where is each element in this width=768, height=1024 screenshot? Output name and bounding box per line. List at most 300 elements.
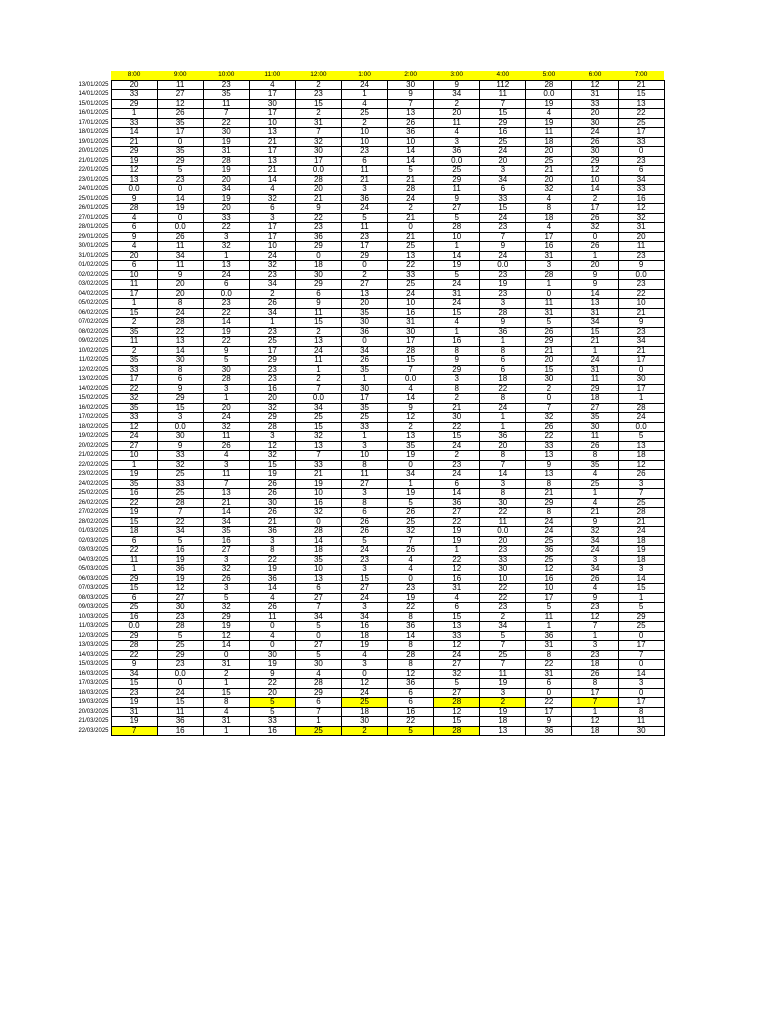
table-cell[interactable]: 27 xyxy=(157,90,203,100)
table-cell[interactable]: 15 xyxy=(526,365,572,375)
table-cell[interactable]: 22 xyxy=(157,517,203,527)
table-cell[interactable]: 28 xyxy=(526,270,572,280)
table-cell[interactable]: 22 xyxy=(434,422,480,432)
table-cell[interactable]: 8 xyxy=(434,384,480,394)
table-cell[interactable]: 35 xyxy=(203,527,249,537)
table-cell[interactable]: 13 xyxy=(157,337,203,347)
table-cell[interactable]: 11 xyxy=(295,356,341,366)
table-cell[interactable]: 23 xyxy=(341,555,387,565)
table-cell[interactable]: 19 xyxy=(434,261,480,271)
table-cell[interactable]: 19 xyxy=(526,99,572,109)
table-cell[interactable]: 0 xyxy=(388,223,434,233)
table-cell[interactable]: 28 xyxy=(111,204,157,214)
table-cell[interactable]: 25 xyxy=(341,109,387,119)
table-cell[interactable]: 9 xyxy=(388,403,434,413)
table-cell[interactable]: 1 xyxy=(434,327,480,337)
table-cell[interactable]: 26 xyxy=(249,508,295,518)
table-cell[interactable]: 22 xyxy=(480,593,526,603)
table-cell[interactable]: 23 xyxy=(618,280,664,290)
table-cell[interactable]: 23 xyxy=(203,80,249,90)
table-cell[interactable]: 35 xyxy=(572,460,618,470)
table-cell[interactable]: 34 xyxy=(434,90,480,100)
table-cell[interactable]: 4 xyxy=(249,631,295,641)
table-cell[interactable]: 33 xyxy=(341,422,387,432)
table-cell[interactable]: 29 xyxy=(618,612,664,622)
table-cell[interactable]: 8 xyxy=(157,299,203,309)
table-cell[interactable]: 10 xyxy=(572,175,618,185)
table-cell[interactable]: 19 xyxy=(480,707,526,717)
table-cell[interactable]: 26 xyxy=(341,356,387,366)
table-cell[interactable]: 7 xyxy=(572,698,618,708)
row-date[interactable]: 25/02/2025 xyxy=(50,489,111,499)
table-cell[interactable]: 1 xyxy=(388,479,434,489)
table-cell[interactable]: 13 xyxy=(249,156,295,166)
table-cell[interactable]: 30 xyxy=(434,413,480,423)
table-cell[interactable]: 4 xyxy=(111,242,157,252)
table-cell[interactable]: 0 xyxy=(295,251,341,261)
table-cell[interactable]: 9 xyxy=(526,460,572,470)
table-cell[interactable]: 8 xyxy=(388,660,434,670)
table-cell[interactable]: 7 xyxy=(203,479,249,489)
table-cell[interactable]: 4 xyxy=(526,223,572,233)
table-cell[interactable]: 19 xyxy=(111,508,157,518)
table-cell[interactable]: 23 xyxy=(249,365,295,375)
table-cell[interactable]: 19 xyxy=(480,280,526,290)
table-cell[interactable]: 24 xyxy=(526,517,572,527)
table-cell[interactable]: 28 xyxy=(480,308,526,318)
table-cell[interactable]: 25 xyxy=(249,337,295,347)
table-cell[interactable]: 4 xyxy=(572,498,618,508)
table-cell[interactable]: 30 xyxy=(203,128,249,138)
table-cell[interactable]: 22 xyxy=(526,660,572,670)
table-cell[interactable]: 16 xyxy=(295,498,341,508)
row-date[interactable]: 05/02/2025 xyxy=(50,299,111,309)
table-cell[interactable]: 11 xyxy=(341,223,387,233)
table-cell[interactable]: 3 xyxy=(157,413,203,423)
table-cell[interactable]: 18 xyxy=(295,546,341,556)
table-cell[interactable]: 19 xyxy=(111,470,157,480)
table-cell[interactable]: 0 xyxy=(341,669,387,679)
row-date[interactable]: 01/03/2025 xyxy=(50,527,111,537)
column-header[interactable]: 4:00 xyxy=(480,71,526,80)
row-date[interactable]: 22/03/2025 xyxy=(50,726,111,736)
column-header[interactable]: 9:00 xyxy=(157,71,203,80)
table-cell[interactable]: 4 xyxy=(249,80,295,90)
table-cell[interactable]: 15 xyxy=(111,584,157,594)
table-cell[interactable]: 17 xyxy=(572,204,618,214)
table-cell[interactable]: 19 xyxy=(388,489,434,499)
table-cell[interactable]: 8 xyxy=(249,546,295,556)
table-cell[interactable]: 20 xyxy=(480,536,526,546)
table-cell[interactable]: 2 xyxy=(295,327,341,337)
table-cell[interactable]: 24 xyxy=(434,280,480,290)
table-cell[interactable]: 12 xyxy=(111,422,157,432)
table-cell[interactable]: 33 xyxy=(618,137,664,147)
table-cell[interactable]: 4 xyxy=(341,650,387,660)
row-date[interactable]: 15/02/2025 xyxy=(50,394,111,404)
table-cell[interactable]: 0.0 xyxy=(111,185,157,195)
table-cell[interactable]: 11 xyxy=(480,90,526,100)
table-cell[interactable]: 3 xyxy=(341,489,387,499)
table-cell[interactable]: 13 xyxy=(526,451,572,461)
table-cell[interactable]: 13 xyxy=(203,489,249,499)
table-cell[interactable]: 3 xyxy=(618,479,664,489)
table-cell[interactable]: 32 xyxy=(526,185,572,195)
table-cell[interactable]: 14 xyxy=(157,346,203,356)
table-cell[interactable]: 17 xyxy=(618,384,664,394)
table-cell[interactable]: 30 xyxy=(480,565,526,575)
table-cell[interactable]: 15 xyxy=(157,698,203,708)
row-date[interactable]: 13/01/2025 xyxy=(50,80,111,90)
table-cell[interactable]: 8 xyxy=(341,498,387,508)
table-cell[interactable]: 5 xyxy=(388,498,434,508)
table-cell[interactable]: 24 xyxy=(295,346,341,356)
table-cell[interactable]: 30 xyxy=(157,432,203,442)
table-cell[interactable]: 11 xyxy=(434,118,480,128)
table-cell[interactable]: 21 xyxy=(526,166,572,176)
table-cell[interactable]: 21 xyxy=(618,346,664,356)
row-date[interactable]: 18/01/2025 xyxy=(50,128,111,138)
table-cell[interactable]: 18 xyxy=(111,527,157,537)
table-cell[interactable]: 3 xyxy=(341,441,387,451)
table-cell[interactable]: 9 xyxy=(480,242,526,252)
table-cell[interactable]: 25 xyxy=(157,641,203,651)
table-cell[interactable]: 23 xyxy=(295,90,341,100)
table-cell[interactable]: 2 xyxy=(111,318,157,328)
table-cell[interactable]: 15 xyxy=(480,109,526,119)
table-cell[interactable]: 22 xyxy=(203,223,249,233)
table-cell[interactable]: 25 xyxy=(572,479,618,489)
table-cell[interactable]: 16 xyxy=(388,308,434,318)
table-cell[interactable]: 27 xyxy=(434,204,480,214)
table-cell[interactable]: 28 xyxy=(249,422,295,432)
table-cell[interactable]: 36 xyxy=(434,147,480,157)
table-cell[interactable]: 16 xyxy=(157,546,203,556)
table-cell[interactable]: 6 xyxy=(111,261,157,271)
table-cell[interactable]: 17 xyxy=(618,356,664,366)
table-cell[interactable]: 24 xyxy=(526,527,572,537)
table-cell[interactable]: 31 xyxy=(526,669,572,679)
column-header[interactable]: 2:00 xyxy=(388,71,434,80)
table-cell[interactable]: 35 xyxy=(203,90,249,100)
table-cell[interactable]: 3 xyxy=(434,375,480,385)
table-cell[interactable]: 29 xyxy=(572,156,618,166)
table-cell[interactable]: 32 xyxy=(249,403,295,413)
table-cell[interactable]: 34 xyxy=(157,251,203,261)
table-cell[interactable]: 0.0 xyxy=(480,527,526,537)
table-cell[interactable]: 10 xyxy=(249,118,295,128)
table-cell[interactable]: 17 xyxy=(249,223,295,233)
table-cell[interactable]: 8 xyxy=(480,346,526,356)
table-cell[interactable]: 11 xyxy=(480,517,526,527)
table-cell[interactable]: 11 xyxy=(249,612,295,622)
row-date[interactable]: 23/01/2025 xyxy=(50,175,111,185)
table-cell[interactable]: 23 xyxy=(111,688,157,698)
table-cell[interactable]: 0 xyxy=(295,517,341,527)
table-cell[interactable]: 2 xyxy=(572,194,618,204)
table-cell[interactable]: 32 xyxy=(249,261,295,271)
table-cell[interactable]: 1 xyxy=(480,413,526,423)
row-date[interactable]: 07/02/2025 xyxy=(50,318,111,328)
table-cell[interactable]: 24 xyxy=(249,251,295,261)
table-cell[interactable]: 14 xyxy=(618,669,664,679)
table-cell[interactable]: 22 xyxy=(249,555,295,565)
table-cell[interactable]: 32 xyxy=(249,451,295,461)
table-cell[interactable]: 22 xyxy=(157,327,203,337)
table-cell[interactable]: 30 xyxy=(388,327,434,337)
table-cell[interactable]: 22 xyxy=(111,498,157,508)
table-cell[interactable]: 34 xyxy=(249,308,295,318)
table-cell[interactable]: 1 xyxy=(341,432,387,442)
table-cell[interactable]: 0.0 xyxy=(295,394,341,404)
table-cell[interactable]: 19 xyxy=(434,536,480,546)
table-cell[interactable]: 28 xyxy=(295,527,341,537)
table-cell[interactable]: 30 xyxy=(249,99,295,109)
table-cell[interactable]: 10 xyxy=(341,451,387,461)
table-cell[interactable]: 14 xyxy=(388,156,434,166)
table-cell[interactable]: 2 xyxy=(341,726,387,736)
table-cell[interactable]: 32 xyxy=(111,394,157,404)
row-date[interactable]: 11/03/2025 xyxy=(50,622,111,632)
table-cell[interactable]: 35 xyxy=(111,479,157,489)
table-cell[interactable]: 10 xyxy=(618,299,664,309)
table-cell[interactable]: 19 xyxy=(295,479,341,489)
table-cell[interactable]: 0 xyxy=(295,631,341,641)
table-cell[interactable]: 24 xyxy=(203,413,249,423)
table-cell[interactable]: 11 xyxy=(157,242,203,252)
table-cell[interactable]: 20 xyxy=(249,688,295,698)
table-cell[interactable]: 22 xyxy=(618,289,664,299)
table-cell[interactable]: 9 xyxy=(295,204,341,214)
table-cell[interactable]: 12 xyxy=(434,707,480,717)
table-cell[interactable]: 29 xyxy=(480,118,526,128)
table-cell[interactable]: 33 xyxy=(572,99,618,109)
row-date[interactable]: 09/03/2025 xyxy=(50,603,111,613)
row-date[interactable]: 01/02/2025 xyxy=(50,261,111,271)
table-cell[interactable]: 24 xyxy=(388,289,434,299)
table-cell[interactable]: 32 xyxy=(618,213,664,223)
row-date[interactable]: 21/03/2025 xyxy=(50,717,111,727)
table-cell[interactable]: 2 xyxy=(249,289,295,299)
table-cell[interactable]: 13 xyxy=(388,251,434,261)
table-cell[interactable]: 3 xyxy=(480,479,526,489)
table-cell[interactable]: 16 xyxy=(434,337,480,347)
row-date[interactable]: 12/02/2025 xyxy=(50,365,111,375)
table-cell[interactable]: 35 xyxy=(572,413,618,423)
table-cell[interactable]: 11 xyxy=(203,432,249,442)
table-cell[interactable]: 0.0 xyxy=(388,375,434,385)
table-cell[interactable]: 24 xyxy=(157,308,203,318)
table-cell[interactable]: 22 xyxy=(111,650,157,660)
table-cell[interactable]: 2 xyxy=(295,80,341,90)
table-cell[interactable]: 0 xyxy=(618,660,664,670)
column-header[interactable]: 11:00 xyxy=(249,71,295,80)
table-cell[interactable]: 33 xyxy=(203,213,249,223)
table-cell[interactable]: 24 xyxy=(572,546,618,556)
table-cell[interactable]: 3 xyxy=(434,137,480,147)
row-date[interactable]: 21/01/2025 xyxy=(50,156,111,166)
table-cell[interactable]: 9 xyxy=(111,660,157,670)
table-cell[interactable]: 19 xyxy=(111,156,157,166)
table-cell[interactable]: 13 xyxy=(388,109,434,119)
table-cell[interactable]: 15 xyxy=(341,574,387,584)
column-header[interactable]: 5:00 xyxy=(526,71,572,80)
table-cell[interactable]: 26 xyxy=(572,137,618,147)
table-cell[interactable]: 29 xyxy=(157,650,203,660)
table-cell[interactable]: 30 xyxy=(295,270,341,280)
table-cell[interactable]: 9 xyxy=(434,194,480,204)
table-cell[interactable]: 21 xyxy=(388,213,434,223)
table-cell[interactable]: 25 xyxy=(388,242,434,252)
table-cell[interactable]: 14 xyxy=(111,128,157,138)
table-cell[interactable]: 28 xyxy=(203,375,249,385)
table-cell[interactable]: 5 xyxy=(434,213,480,223)
table-cell[interactable]: 26 xyxy=(203,441,249,451)
row-date[interactable]: 13/02/2025 xyxy=(50,375,111,385)
table-cell[interactable]: 34 xyxy=(295,403,341,413)
table-cell[interactable]: 21 xyxy=(203,498,249,508)
table-cell[interactable]: 25 xyxy=(480,137,526,147)
table-cell[interactable]: 29 xyxy=(157,156,203,166)
table-cell[interactable]: 34 xyxy=(572,565,618,575)
table-cell[interactable]: 27 xyxy=(434,508,480,518)
table-cell[interactable]: 35 xyxy=(111,327,157,337)
table-cell[interactable]: 27 xyxy=(295,593,341,603)
table-cell[interactable]: 9 xyxy=(572,270,618,280)
table-cell[interactable]: 17 xyxy=(249,232,295,242)
table-cell[interactable]: 22 xyxy=(388,717,434,727)
row-date[interactable]: 10/03/2025 xyxy=(50,612,111,622)
table-cell[interactable]: 33 xyxy=(388,270,434,280)
table-cell[interactable]: 0 xyxy=(203,650,249,660)
table-cell[interactable]: 22 xyxy=(111,384,157,394)
table-cell[interactable]: 12 xyxy=(341,679,387,689)
table-cell[interactable]: 12 xyxy=(572,612,618,622)
table-cell[interactable]: 26 xyxy=(572,669,618,679)
table-cell[interactable]: 17 xyxy=(249,109,295,119)
table-cell[interactable]: 31 xyxy=(572,90,618,100)
table-cell[interactable]: 25 xyxy=(341,698,387,708)
table-cell[interactable]: 20 xyxy=(157,289,203,299)
table-cell[interactable]: 3 xyxy=(203,584,249,594)
table-cell[interactable]: 24 xyxy=(572,356,618,366)
table-cell[interactable]: 23 xyxy=(480,603,526,613)
table-cell[interactable]: 2 xyxy=(434,99,480,109)
table-cell[interactable]: 14 xyxy=(249,584,295,594)
table-cell[interactable]: 20 xyxy=(480,441,526,451)
table-cell[interactable]: 25 xyxy=(480,650,526,660)
table-cell[interactable]: 34 xyxy=(295,612,341,622)
table-cell[interactable]: 5 xyxy=(157,536,203,546)
table-cell[interactable]: 19 xyxy=(388,593,434,603)
table-cell[interactable]: 24 xyxy=(434,650,480,660)
table-cell[interactable]: 34 xyxy=(203,185,249,195)
table-cell[interactable]: 2 xyxy=(341,270,387,280)
table-cell[interactable]: 20 xyxy=(618,232,664,242)
row-date[interactable]: 29/01/2025 xyxy=(50,232,111,242)
row-date[interactable]: 18/02/2025 xyxy=(50,422,111,432)
table-cell[interactable]: 3 xyxy=(480,166,526,176)
table-cell[interactable]: 28 xyxy=(157,622,203,632)
table-cell[interactable]: 9 xyxy=(295,299,341,309)
table-cell[interactable]: 23 xyxy=(341,147,387,157)
table-cell[interactable]: 13 xyxy=(341,289,387,299)
table-cell[interactable]: 0.0 xyxy=(157,223,203,233)
table-cell[interactable]: 36 xyxy=(295,232,341,242)
table-cell[interactable]: 7 xyxy=(526,403,572,413)
table-cell[interactable]: 20 xyxy=(341,299,387,309)
table-cell[interactable]: 8 xyxy=(618,707,664,717)
table-cell[interactable]: 34 xyxy=(480,622,526,632)
table-cell[interactable]: 28 xyxy=(388,346,434,356)
table-cell[interactable]: 1 xyxy=(480,337,526,347)
table-cell[interactable]: 4 xyxy=(434,128,480,138)
table-cell[interactable]: 12 xyxy=(157,99,203,109)
table-cell[interactable]: 7 xyxy=(295,451,341,461)
table-cell[interactable]: 15 xyxy=(249,460,295,470)
table-cell[interactable]: 18 xyxy=(526,213,572,223)
table-cell[interactable]: 25 xyxy=(618,118,664,128)
table-cell[interactable]: 15 xyxy=(157,403,203,413)
row-date[interactable]: 07/03/2025 xyxy=(50,584,111,594)
table-cell[interactable]: 19 xyxy=(203,137,249,147)
table-cell[interactable]: 26 xyxy=(249,489,295,499)
table-cell[interactable]: 4 xyxy=(572,584,618,594)
table-cell[interactable]: 23 xyxy=(480,223,526,233)
table-cell[interactable]: 12 xyxy=(388,669,434,679)
table-cell[interactable]: 3 xyxy=(203,460,249,470)
table-cell[interactable]: 19 xyxy=(618,546,664,556)
row-date[interactable]: 02/02/2025 xyxy=(50,270,111,280)
table-cell[interactable]: 28 xyxy=(434,726,480,736)
table-cell[interactable]: 27 xyxy=(111,441,157,451)
table-cell[interactable]: 0 xyxy=(249,622,295,632)
table-cell[interactable]: 0.0 xyxy=(480,261,526,271)
table-cell[interactable]: 16 xyxy=(480,128,526,138)
table-cell[interactable]: 34 xyxy=(341,612,387,622)
table-cell[interactable]: 13 xyxy=(295,337,341,347)
table-cell[interactable]: 28 xyxy=(203,156,249,166)
table-cell[interactable]: 21 xyxy=(526,346,572,356)
table-cell[interactable]: 21 xyxy=(249,166,295,176)
table-cell[interactable]: 3 xyxy=(572,641,618,651)
table-cell[interactable]: 9 xyxy=(157,384,203,394)
table-cell[interactable]: 36 xyxy=(388,128,434,138)
table-cell[interactable]: 6 xyxy=(295,289,341,299)
table-cell[interactable]: 26 xyxy=(572,441,618,451)
table-cell[interactable]: 22 xyxy=(618,109,664,119)
row-date[interactable]: 16/01/2025 xyxy=(50,109,111,119)
table-cell[interactable]: 33 xyxy=(434,631,480,641)
table-cell[interactable]: 5 xyxy=(341,536,387,546)
table-cell[interactable]: 8 xyxy=(480,489,526,499)
table-cell[interactable]: 29 xyxy=(295,688,341,698)
table-cell[interactable]: 22 xyxy=(434,555,480,565)
table-cell[interactable]: 25 xyxy=(434,166,480,176)
table-cell[interactable]: 1 xyxy=(203,726,249,736)
table-cell[interactable]: 29 xyxy=(434,365,480,375)
table-cell[interactable]: 35 xyxy=(388,441,434,451)
table-cell[interactable]: 2 xyxy=(388,204,434,214)
table-cell[interactable]: 22 xyxy=(480,384,526,394)
table-cell[interactable]: 13 xyxy=(203,261,249,271)
row-date[interactable]: 28/01/2025 xyxy=(50,223,111,233)
table-cell[interactable]: 16 xyxy=(526,242,572,252)
table-cell[interactable]: 36 xyxy=(157,717,203,727)
table-cell[interactable]: 23 xyxy=(249,327,295,337)
column-header[interactable]: 12:00 xyxy=(295,71,341,80)
table-cell[interactable]: 13 xyxy=(388,432,434,442)
